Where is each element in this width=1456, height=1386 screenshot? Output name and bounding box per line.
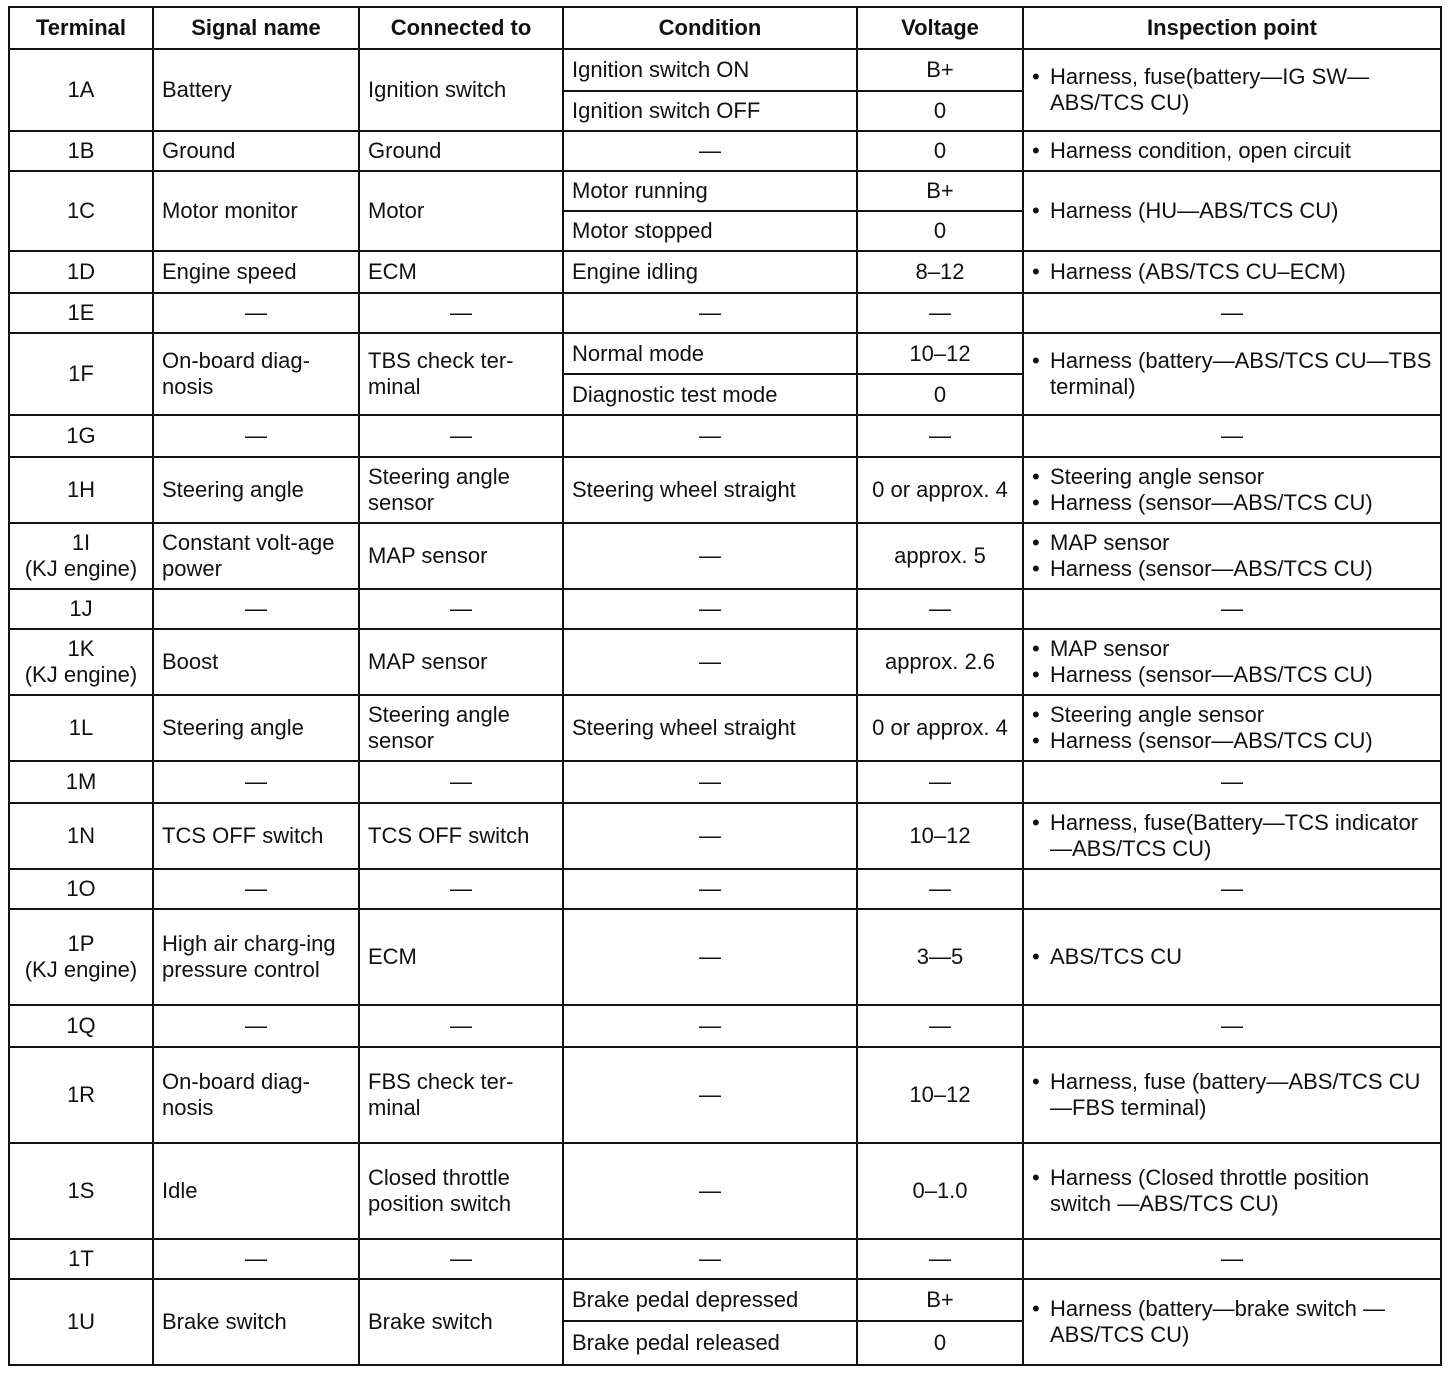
terminal-label: 1A bbox=[67, 77, 95, 102]
condition-cell: — bbox=[563, 761, 857, 803]
inspection-point-item bbox=[1032, 556, 1432, 582]
connected-to-cell bbox=[359, 293, 563, 333]
header-row bbox=[9, 7, 1441, 49]
inspection-point-cell bbox=[1023, 589, 1441, 629]
condition-cell: — bbox=[563, 869, 857, 909]
inspection-point-item bbox=[1032, 662, 1432, 688]
inspection-point-cell bbox=[1023, 1047, 1441, 1143]
condition-cell: Normal mode bbox=[563, 333, 857, 374]
connected-to: FBS check ter-minal bbox=[368, 1069, 514, 1120]
signal-name: — bbox=[245, 423, 267, 448]
terminal-cell bbox=[9, 761, 153, 803]
inspection-point-cell bbox=[1023, 1239, 1441, 1279]
table-row bbox=[9, 1047, 1441, 1143]
inspection-point: — bbox=[1221, 300, 1243, 325]
terminal-label: 1C bbox=[66, 198, 96, 223]
inspection-point: Harness (HU—ABS/TCS CU) bbox=[1050, 198, 1339, 223]
condition-cell: — bbox=[563, 1239, 857, 1279]
voltage-cell: 0–1.0 bbox=[857, 1143, 1023, 1239]
connected-to: — bbox=[450, 1246, 472, 1271]
inspection-point: ABS/TCS CU bbox=[1050, 944, 1183, 969]
terminal-label: 1L bbox=[68, 715, 94, 740]
terminal-label: 1I bbox=[71, 530, 91, 555]
bullet-icon: • bbox=[1032, 636, 1040, 661]
connected-to-cell bbox=[359, 49, 563, 131]
signal-name-cell bbox=[153, 1143, 359, 1239]
connected-to-cell bbox=[359, 131, 563, 171]
inspection-point-cell bbox=[1023, 457, 1441, 523]
table-row bbox=[9, 293, 1441, 333]
inspection-point: MAP sensor bbox=[1050, 636, 1170, 661]
bullet-icon: • bbox=[1032, 944, 1040, 969]
signal-name: On-board diag-nosis bbox=[162, 348, 310, 399]
condition-cell: Motor running bbox=[563, 171, 857, 211]
signal-name-cell bbox=[153, 251, 359, 293]
bullet-icon: • bbox=[1032, 138, 1040, 163]
terminal-cell bbox=[9, 589, 153, 629]
header-inspection-point: Inspection point bbox=[1023, 7, 1441, 49]
voltage-cell: B+ bbox=[857, 1279, 1023, 1321]
inspection-point-item bbox=[1032, 348, 1432, 400]
connected-to-cell bbox=[359, 457, 563, 523]
connected-to-cell bbox=[359, 523, 563, 589]
inspection-point: MAP sensor bbox=[1050, 530, 1170, 555]
condition-cell: Motor stopped bbox=[563, 211, 857, 251]
header-condition: Condition bbox=[563, 7, 857, 49]
condition-cell: — bbox=[563, 589, 857, 629]
inspection-point: — bbox=[1221, 1013, 1243, 1038]
header-connected-to: Connected to bbox=[359, 7, 563, 49]
connected-to-cell bbox=[359, 1047, 563, 1143]
signal-name: Boost bbox=[162, 649, 219, 674]
table-row bbox=[9, 333, 1441, 374]
connected-to: — bbox=[450, 423, 472, 448]
inspection-point-cell bbox=[1023, 251, 1441, 293]
voltage-cell: — bbox=[857, 761, 1023, 803]
inspection-point: Harness (battery—ABS/TCS CU—TBS terminal) bbox=[1050, 348, 1432, 399]
connected-to: — bbox=[450, 1013, 472, 1038]
inspection-point: Harness, fuse(Battery—TCS indicator—ABS/TCS CU) bbox=[1050, 810, 1419, 861]
condition-cell: — bbox=[563, 293, 857, 333]
bullet-icon: • bbox=[1032, 464, 1040, 489]
signal-name: Steering angle bbox=[162, 477, 304, 502]
inspection-point-item bbox=[1032, 530, 1432, 556]
connected-to-cell bbox=[359, 171, 563, 251]
terminal-label: 1K bbox=[67, 636, 95, 661]
connected-to: Steering angle sensor bbox=[368, 702, 510, 753]
connected-to-cell bbox=[359, 1279, 563, 1365]
inspection-point: — bbox=[1221, 876, 1243, 901]
signal-name: — bbox=[245, 300, 267, 325]
inspection-point-cell bbox=[1023, 909, 1441, 1005]
connected-to-cell bbox=[359, 251, 563, 293]
connected-to: Closed throttle position switch bbox=[368, 1165, 512, 1216]
inspection-point: Steering angle sensor bbox=[1050, 702, 1265, 727]
table-row bbox=[9, 1239, 1441, 1279]
inspection-point: Harness (sensor—ABS/TCS CU) bbox=[1050, 490, 1373, 515]
connected-to-cell bbox=[359, 589, 563, 629]
signal-name-cell bbox=[153, 333, 359, 415]
connected-to-cell bbox=[359, 1005, 563, 1047]
voltage-cell: — bbox=[857, 589, 1023, 629]
voltage-cell: 0 bbox=[857, 1321, 1023, 1365]
signal-name-cell bbox=[153, 171, 359, 251]
signal-name: Ground bbox=[162, 138, 236, 163]
signal-name: TCS OFF switch bbox=[162, 823, 324, 848]
inspection-point-item bbox=[1032, 198, 1432, 224]
signal-name-cell bbox=[153, 49, 359, 131]
bullet-icon: • bbox=[1032, 728, 1040, 753]
connected-to-cell bbox=[359, 761, 563, 803]
inspection-point-cell bbox=[1023, 415, 1441, 457]
terminal-cell bbox=[9, 695, 153, 761]
condition-cell: — bbox=[563, 1005, 857, 1047]
inspection-point-cell bbox=[1023, 333, 1441, 415]
signal-name-cell bbox=[153, 1239, 359, 1279]
signal-name-cell bbox=[153, 523, 359, 589]
terminal-cell bbox=[9, 803, 153, 869]
voltage-cell: 0 bbox=[857, 211, 1023, 251]
inspection-point-cell bbox=[1023, 803, 1441, 869]
terminal-label: 1H bbox=[66, 477, 96, 502]
inspection-point: — bbox=[1221, 423, 1243, 448]
voltage-cell: — bbox=[857, 1239, 1023, 1279]
voltage-cell: B+ bbox=[857, 49, 1023, 91]
table-row bbox=[9, 803, 1441, 869]
voltage-cell: — bbox=[857, 869, 1023, 909]
condition-cell: — bbox=[563, 415, 857, 457]
terminal-cell bbox=[9, 457, 153, 523]
terminal-label: 1E bbox=[67, 300, 95, 325]
signal-name: Idle bbox=[162, 1178, 198, 1203]
signal-name-cell bbox=[153, 909, 359, 1005]
inspection-point-item bbox=[1032, 464, 1432, 490]
inspection-point-cell bbox=[1023, 131, 1441, 171]
inspection-point-item bbox=[1032, 490, 1432, 516]
terminal-cell bbox=[9, 1047, 153, 1143]
inspection-point: Harness (sensor—ABS/TCS CU) bbox=[1050, 728, 1373, 753]
table-row bbox=[9, 171, 1441, 211]
connected-to: Ignition switch bbox=[368, 77, 507, 102]
terminal-cell bbox=[9, 909, 153, 1005]
inspection-point: Harness (sensor—ABS/TCS CU) bbox=[1050, 662, 1373, 687]
condition-cell: Ignition switch OFF bbox=[563, 91, 857, 131]
inspection-point: Harness (Closed throttle position switch —ABS/TCS CU) bbox=[1050, 1165, 1370, 1216]
connected-to: Steering angle sensor bbox=[368, 464, 510, 515]
table-row bbox=[9, 909, 1441, 1005]
header-voltage: Voltage bbox=[857, 7, 1023, 49]
table-row bbox=[9, 629, 1441, 695]
signal-name: Constant volt-age power bbox=[162, 530, 335, 581]
terminal-label: 1N bbox=[66, 823, 96, 848]
terminal-label: 1Q bbox=[66, 1013, 96, 1038]
signal-name-cell bbox=[153, 293, 359, 333]
condition-cell: — bbox=[563, 523, 857, 589]
table-row bbox=[9, 131, 1441, 171]
bullet-icon: • bbox=[1032, 1069, 1040, 1094]
terminal-cell bbox=[9, 869, 153, 909]
bullet-icon: • bbox=[1032, 1296, 1040, 1321]
connected-to: — bbox=[450, 876, 472, 901]
bullet-icon: • bbox=[1032, 662, 1040, 687]
terminal-label: 1S bbox=[67, 1178, 95, 1203]
terminal-label: 1O bbox=[66, 876, 96, 901]
signal-name: Battery bbox=[162, 77, 232, 102]
terminal-label: 1M bbox=[65, 769, 97, 794]
connected-to-cell bbox=[359, 629, 563, 695]
connected-to-cell bbox=[359, 869, 563, 909]
condition-cell: Brake pedal depressed bbox=[563, 1279, 857, 1321]
inspection-point-cell bbox=[1023, 1005, 1441, 1047]
voltage-cell: — bbox=[857, 293, 1023, 333]
voltage-cell: — bbox=[857, 415, 1023, 457]
connected-to: MAP sensor bbox=[368, 543, 488, 568]
bullet-icon: • bbox=[1032, 490, 1040, 515]
signal-name: — bbox=[245, 1246, 267, 1271]
signal-name-cell bbox=[153, 761, 359, 803]
terminal-label: 1T bbox=[68, 1246, 94, 1271]
terminal-label: 1D bbox=[66, 259, 96, 284]
terminal-label: (KJ engine) bbox=[24, 662, 138, 687]
signal-name: Steering angle bbox=[162, 715, 304, 740]
terminal-label: 1U bbox=[66, 1309, 96, 1334]
table-row bbox=[9, 49, 1441, 91]
voltage-cell: 0 bbox=[857, 374, 1023, 415]
inspection-point-cell bbox=[1023, 1143, 1441, 1239]
table-row bbox=[9, 523, 1441, 589]
table-row bbox=[9, 457, 1441, 523]
signal-name-cell bbox=[153, 589, 359, 629]
signal-name-cell bbox=[153, 1047, 359, 1143]
inspection-point-cell bbox=[1023, 293, 1441, 333]
inspection-point: Harness (ABS/TCS CU–ECM) bbox=[1050, 259, 1346, 284]
connected-to: MAP sensor bbox=[368, 649, 488, 674]
signal-name-cell bbox=[153, 131, 359, 171]
voltage-cell: 3—5 bbox=[857, 909, 1023, 1005]
inspection-point-cell bbox=[1023, 171, 1441, 251]
inspection-point-cell bbox=[1023, 49, 1441, 131]
voltage-cell: — bbox=[857, 1005, 1023, 1047]
table-row bbox=[9, 589, 1441, 629]
connected-to-cell bbox=[359, 695, 563, 761]
inspection-point-item bbox=[1032, 1296, 1432, 1348]
signal-name-cell bbox=[153, 1005, 359, 1047]
inspection-point: Harness, fuse (battery—ABS/TCS CU—FBS terminal) bbox=[1050, 1069, 1421, 1120]
inspection-point: Harness condition, open circuit bbox=[1050, 138, 1351, 163]
voltage-cell: 0 or approx. 4 bbox=[857, 695, 1023, 761]
connected-to-cell bbox=[359, 909, 563, 1005]
inspection-point-cell bbox=[1023, 869, 1441, 909]
terminal-cell bbox=[9, 1005, 153, 1047]
table-row bbox=[9, 1143, 1441, 1239]
terminal-label: 1R bbox=[66, 1082, 96, 1107]
bullet-icon: • bbox=[1032, 1165, 1040, 1190]
inspection-point: Harness (battery—brake switch —ABS/TCS CU) bbox=[1050, 1296, 1385, 1347]
terminal-label: 1F bbox=[68, 361, 94, 386]
inspection-point-item bbox=[1032, 810, 1432, 862]
inspection-point-cell bbox=[1023, 629, 1441, 695]
condition-cell: — bbox=[563, 803, 857, 869]
voltage-cell: 10–12 bbox=[857, 1047, 1023, 1143]
connected-to-cell bbox=[359, 415, 563, 457]
bullet-icon: • bbox=[1032, 810, 1040, 835]
voltage-cell: 10–12 bbox=[857, 333, 1023, 374]
connected-to: Ground bbox=[368, 138, 442, 163]
terminal-label: (KJ engine) bbox=[24, 556, 138, 581]
voltage-cell: 8–12 bbox=[857, 251, 1023, 293]
terminal-label: 1G bbox=[66, 423, 96, 448]
bullet-icon: • bbox=[1032, 348, 1040, 373]
table-row bbox=[9, 761, 1441, 803]
signal-name: Brake switch bbox=[162, 1309, 287, 1334]
terminal-cell bbox=[9, 1239, 153, 1279]
bullet-icon: • bbox=[1032, 702, 1040, 727]
table-row bbox=[9, 415, 1441, 457]
condition-cell: Ignition switch ON bbox=[563, 49, 857, 91]
terminal-cell bbox=[9, 49, 153, 131]
connected-to: TCS OFF switch bbox=[368, 823, 530, 848]
signal-name: — bbox=[245, 876, 267, 901]
bullet-icon: • bbox=[1032, 530, 1040, 555]
inspection-point-item bbox=[1032, 728, 1432, 754]
inspection-point-item bbox=[1032, 944, 1432, 970]
condition-cell: Diagnostic test mode bbox=[563, 374, 857, 415]
inspection-point-item bbox=[1032, 1165, 1432, 1217]
terminal-cell bbox=[9, 293, 153, 333]
signal-name-cell bbox=[153, 869, 359, 909]
inspection-point-item bbox=[1032, 138, 1432, 164]
condition-cell: Steering wheel straight bbox=[563, 457, 857, 523]
inspection-point-cell bbox=[1023, 523, 1441, 589]
condition-cell: Brake pedal released bbox=[563, 1321, 857, 1365]
inspection-point: — bbox=[1221, 596, 1243, 621]
connected-to: Brake switch bbox=[368, 1309, 493, 1334]
connected-to: — bbox=[450, 596, 472, 621]
terminal-label: (KJ engine) bbox=[24, 957, 138, 982]
signal-name: — bbox=[245, 769, 267, 794]
inspection-point: — bbox=[1221, 769, 1243, 794]
terminal-cell bbox=[9, 171, 153, 251]
terminal-cell bbox=[9, 523, 153, 589]
table-row bbox=[9, 869, 1441, 909]
terminal-cell bbox=[9, 251, 153, 293]
table-row bbox=[9, 251, 1441, 293]
condition-cell: — bbox=[563, 1047, 857, 1143]
signal-name-cell bbox=[153, 1279, 359, 1365]
signal-name: Motor monitor bbox=[162, 198, 298, 223]
inspection-point: Steering angle sensor bbox=[1050, 464, 1265, 489]
inspection-point-cell bbox=[1023, 1279, 1441, 1365]
signal-name: — bbox=[245, 596, 267, 621]
terminal-cell bbox=[9, 333, 153, 415]
terminal-cell bbox=[9, 1279, 153, 1365]
bullet-icon: • bbox=[1032, 64, 1040, 89]
signal-name-cell bbox=[153, 415, 359, 457]
connected-to: — bbox=[450, 300, 472, 325]
inspection-point: Harness, fuse(battery—IG SW—ABS/TCS CU) bbox=[1050, 64, 1370, 115]
condition-cell: — bbox=[563, 909, 857, 1005]
inspection-point-item bbox=[1032, 636, 1432, 662]
inspection-point-item bbox=[1032, 259, 1432, 285]
signal-name-cell bbox=[153, 457, 359, 523]
terminal-cell bbox=[9, 131, 153, 171]
condition-cell: Steering wheel straight bbox=[563, 695, 857, 761]
signal-name: — bbox=[245, 1013, 267, 1038]
inspection-point: — bbox=[1221, 1246, 1243, 1271]
terminal-voltage-table bbox=[8, 6, 1442, 1366]
bullet-icon: • bbox=[1032, 259, 1040, 284]
terminal-label: 1B bbox=[67, 138, 95, 163]
table-row bbox=[9, 695, 1441, 761]
signal-name-cell bbox=[153, 629, 359, 695]
voltage-cell: 0 bbox=[857, 91, 1023, 131]
signal-name-cell bbox=[153, 803, 359, 869]
condition-cell: Engine idling bbox=[563, 251, 857, 293]
table-row bbox=[9, 1279, 1441, 1321]
voltage-cell: approx. 5 bbox=[857, 523, 1023, 589]
inspection-point-item bbox=[1032, 702, 1432, 728]
connected-to: — bbox=[450, 769, 472, 794]
voltage-cell: B+ bbox=[857, 171, 1023, 211]
header-signal-name: Signal name bbox=[153, 7, 359, 49]
connected-to-cell bbox=[359, 1143, 563, 1239]
connected-to: Motor bbox=[368, 198, 425, 223]
signal-name: On-board diag-nosis bbox=[162, 1069, 310, 1120]
terminal-cell bbox=[9, 415, 153, 457]
condition-cell: — bbox=[563, 131, 857, 171]
bullet-icon: • bbox=[1032, 198, 1040, 223]
connected-to-cell bbox=[359, 803, 563, 869]
terminal-cell bbox=[9, 629, 153, 695]
signal-name-cell bbox=[153, 695, 359, 761]
bullet-icon: • bbox=[1032, 556, 1040, 581]
voltage-cell: approx. 2.6 bbox=[857, 629, 1023, 695]
signal-name: High air charg-ing pressure control bbox=[162, 931, 336, 982]
table-row bbox=[9, 1005, 1441, 1047]
connected-to-cell bbox=[359, 1239, 563, 1279]
inspection-point-cell bbox=[1023, 761, 1441, 803]
connected-to: ECM bbox=[368, 259, 417, 284]
signal-name: Engine speed bbox=[162, 259, 297, 284]
voltage-cell: 0 or approx. 4 bbox=[857, 457, 1023, 523]
terminal-label: 1P bbox=[67, 931, 95, 956]
terminal-cell bbox=[9, 1143, 153, 1239]
connected-to: ECM bbox=[368, 944, 417, 969]
connected-to: TBS check ter-minal bbox=[368, 348, 514, 399]
inspection-point-item bbox=[1032, 1069, 1432, 1121]
voltage-cell: 0 bbox=[857, 131, 1023, 171]
inspection-point-item bbox=[1032, 64, 1432, 116]
inspection-point-cell bbox=[1023, 695, 1441, 761]
condition-cell: — bbox=[563, 1143, 857, 1239]
header-terminal: Terminal bbox=[9, 7, 153, 49]
voltage-cell: 10–12 bbox=[857, 803, 1023, 869]
condition-cell: — bbox=[563, 629, 857, 695]
inspection-point: Harness (sensor—ABS/TCS CU) bbox=[1050, 556, 1373, 581]
terminal-label: 1J bbox=[69, 596, 93, 621]
connected-to-cell bbox=[359, 333, 563, 415]
